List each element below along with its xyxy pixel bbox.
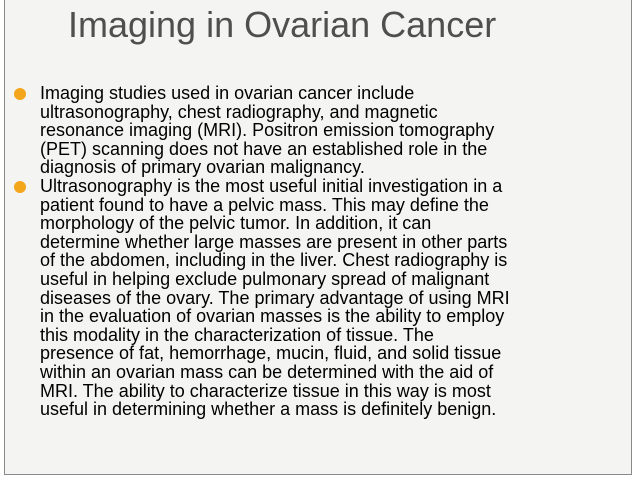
slide-title: Imaging in Ovarian Cancer: [68, 4, 497, 45]
bullet-dot-icon: [14, 88, 26, 100]
bullet-list: [14, 84, 614, 419]
bullet-item: [14, 177, 614, 419]
bullet-text: Ultrasonography is the most useful initial investigation in a patient found to have a pelvic mass. This may define the morphology of the pelvic tumor. In addition, it can determine whether large masses are present in other parts of the abdomen, including in the liver. Chest radiography is useful in helping exclude pulmonary spread of malignant diseases of the ovary. The primary advantage of using MRI in the evaluation of ovarian masses is the ability to employ this modality in the characterization of tissue. The presence of fat, hemorrhage, mucin, fluid, and solid tissue within an ovarian mass can be determined with the aid of MRI. The ability to characterize tissue in this way is most useful in determining whether a mass is definitely benign.: [40, 175, 510, 420]
bullet-dot-icon: [14, 181, 26, 193]
bullet-item: [14, 84, 614, 177]
bullet-text: Imaging studies used in ovarian cancer include ultrasonography, chest radiography, and magnetic resonance imaging (MRI). Positron emission tomography (PET) scanning does not have an established role in the diagnosis of primary ovarian malignancy.: [40, 83, 495, 178]
